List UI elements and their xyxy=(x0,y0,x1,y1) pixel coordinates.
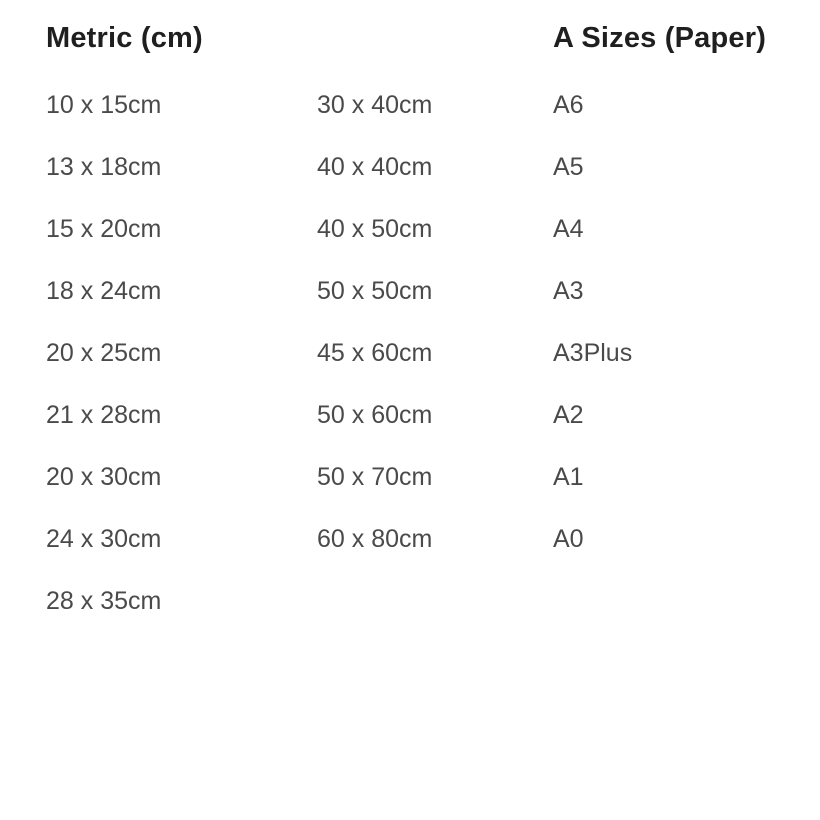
size-item: 45 x 60cm xyxy=(317,339,433,367)
size-item: 20 x 30cm xyxy=(46,463,162,491)
size-item: A3Plus xyxy=(553,339,633,367)
size-item: 50 x 60cm xyxy=(317,401,433,429)
size-item: A1 xyxy=(553,463,584,491)
size-item: 24 x 30cm xyxy=(46,525,162,553)
size-item: 40 x 50cm xyxy=(317,215,433,243)
size-item: 30 x 40cm xyxy=(317,91,433,119)
size-item: 50 x 70cm xyxy=(317,463,433,491)
metric-heading: Metric (cm) xyxy=(46,22,203,54)
metric-sizes-list-1 xyxy=(46,89,161,647)
size-item: 28 x 35cm xyxy=(46,587,162,615)
size-item: 21 x 28cm xyxy=(46,401,162,429)
size-item: 15 x 20cm xyxy=(46,215,162,243)
size-item: A5 xyxy=(553,153,584,181)
metric-sizes-list-2 xyxy=(317,89,432,585)
size-item: 18 x 24cm xyxy=(46,277,162,305)
size-item: 20 x 25cm xyxy=(46,339,162,367)
size-item: 10 x 15cm xyxy=(46,91,162,119)
size-item: 13 x 18cm xyxy=(46,153,162,181)
size-item: 50 x 50cm xyxy=(317,277,433,305)
size-item: A3 xyxy=(553,277,584,305)
size-item: A2 xyxy=(553,401,584,429)
size-item: 40 x 40cm xyxy=(317,153,433,181)
a-sizes-list xyxy=(553,89,632,585)
size-item: A6 xyxy=(553,91,584,119)
size-item: A0 xyxy=(553,525,584,553)
size-item: A4 xyxy=(553,215,584,243)
a-sizes-heading: A Sizes (Paper) xyxy=(553,22,767,54)
size-item: 60 x 80cm xyxy=(317,525,433,553)
